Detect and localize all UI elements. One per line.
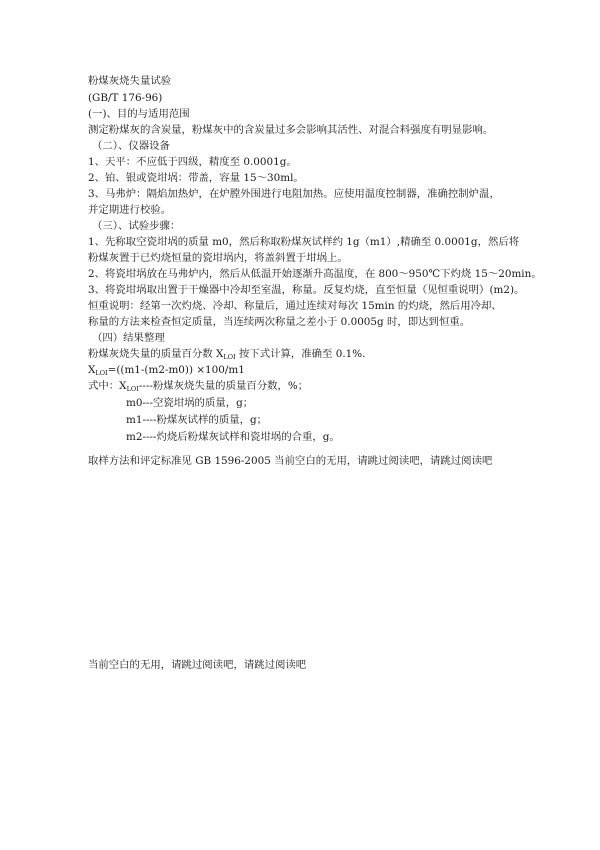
- equipment-3-line-a: 3、马弗炉：隔焰加热炉，在炉膛外围进行电阻加热。应使用温度控制器，准确控制炉温，: [88, 188, 500, 200]
- constant-weight-note-a: 恒重说明：经第一次灼烧、冷却、称量后，通过连续对每次 15min 的灼烧，然后用冷却、: [88, 300, 502, 312]
- doc-standard: (GB/T 176-96): [88, 92, 163, 104]
- section-2-heading: （二）、仪器设备: [92, 140, 170, 152]
- section-1-text: 测定粉煤灰的含炭量，粉煤灰中的含炭量过多会影响其活性、对混合料强度有明显影响。: [88, 124, 494, 136]
- equipment-1: 1、天平：不应低于四级，精度至 0.0001g。: [88, 156, 297, 168]
- step-1-line-b: 粉煤灰置于已灼烧恒量的瓷坩埚内，将盖斜置于坩埚上。: [88, 252, 348, 264]
- doc-title: 粉煤灰烧失量试验: [88, 75, 172, 87]
- section-3-heading: （三）、试验步骤：: [92, 220, 181, 232]
- section-1-heading: (一)、目的与适用范围: [88, 108, 190, 120]
- equipment-2: 2、铂、银或瓷坩埚：带盖，容量 15～30ml。: [88, 172, 304, 184]
- sampling-note: 取样方法和评定标准见 GB 1596-2005 当前空白的无用，请跳过阅读吧，请跳过阅读吧: [88, 455, 493, 467]
- definition-m1: m1----粉煤灰试样的质量，g；: [126, 414, 268, 426]
- where-line: 式中：$X_{LOI}----$粉煤灰烧失量的质量百分数，%；: [88, 380, 309, 393]
- constant-weight-note-b: 称量的方法来检查恒定质量，当连续两次称量之差小于 0.0005g 时，即达到恒重。: [88, 316, 471, 328]
- definition-m2: m2----灼烧后粉煤灰试样和瓷坩埚的合重，g。: [126, 431, 340, 443]
- result-text: 粉煤灰烧失量的质量百分数 $X_{LOI}$ 按下式计算，准确至 0.1%.: [88, 348, 366, 361]
- step-1-line-a: 1、先称取空瓷坩埚的质量 m0，然后称取粉煤灰试样约 1g（m1）,精确至 0.0001g，然后将: [88, 236, 520, 248]
- definition-m0: m0---空瓷坩埚的质量，g；: [126, 397, 254, 409]
- section-4-heading: （四）结果整理: [92, 332, 165, 344]
- step-3: 3、将瓷坩埚取出置于干燥器中冷却至室温，称量。反复灼烧，直至恒量（见恒重说明）(m2)。: [88, 284, 525, 296]
- equipment-3-line-b: 并定期进行校验。: [88, 204, 172, 216]
- blank-note: 当前空白的无用，请跳过阅读吧，请跳过阅读吧: [88, 659, 307, 671]
- formula: $X_{LOI}=((m1-(m2-m0)) \times 100/m1$: [88, 364, 245, 377]
- step-2: 2、将瓷坩埚放在马弗炉内，然后从低温开始逐渐升高温度，在 800～950℃下灼烧 15～20min。: [88, 268, 542, 280]
